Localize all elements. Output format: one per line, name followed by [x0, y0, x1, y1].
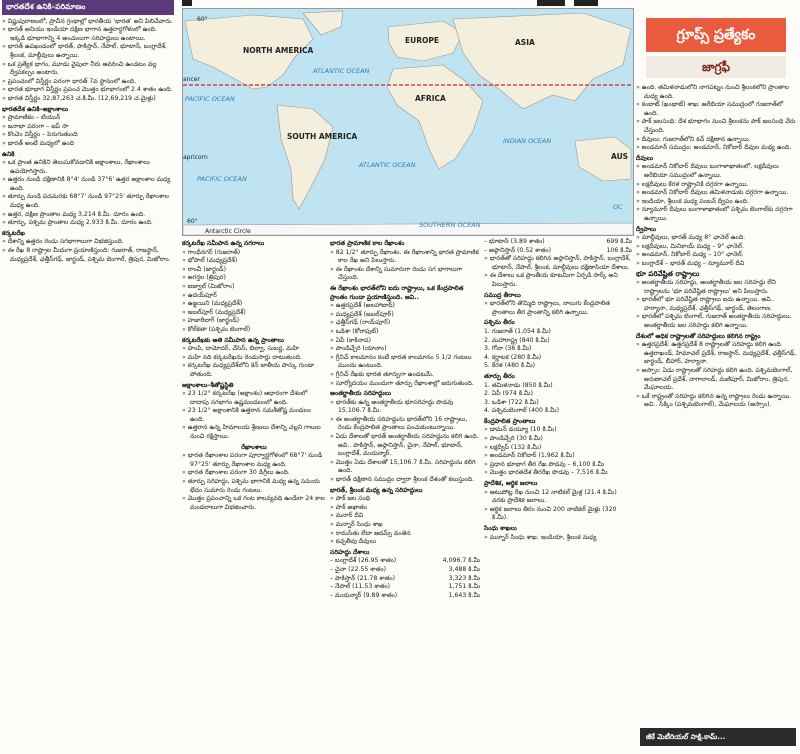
subheading: ఈ రేఖాంశం భారత్‌లోని ఐదు రాష్ట్రాలు, ఒక కేంద్రపాలిత ప్రాంతం గుండా ప్రయాణిస్తుంది. అవి..	[330, 284, 464, 301]
border-table	[330, 557, 480, 600]
list-item: » ఉత్తరప్రదేశ్ (అలహాబాద్)	[330, 302, 480, 311]
list-item: » ఏపీ (కాకినాడ)	[330, 337, 480, 346]
list-item: » ఉత్తరాన ఉన్న హిమాలయ శ్రేణులు దేశాన్ని చల్లని గాలుల నుంచి రక్షిస్తాయి.	[182, 424, 326, 441]
list-item: 3. ఒడిశా (722 కి.మీ)	[484, 398, 539, 406]
list-item: 2. ఏపీ (974 కి.మీ)	[484, 390, 533, 398]
list-item: » భారత్ అనియు ఇండియా దక్షిణ భాగాన ఉత్తరార్ధగోళంలో ఉంది. ఇక్కడి భూభాగాన్ని 4 అంచులుగా సరిహద్దులు ఉంటాయి.	[2, 26, 174, 43]
list-item: » మొత్తం ఏడు దేశాలతో 15,106.7 కి.మీ. సరిహద్దును కలిగి ఉంది.	[330, 459, 480, 476]
list-item: » అండమాన్, నికోబార్ మధ్య – 10° ఛానెల్.	[636, 251, 798, 260]
subheading: సింధు శాఖలు	[484, 525, 517, 532]
list-item: » డామన్ డయ్యూ (10 కి.మీ)	[484, 426, 632, 435]
list-item: » లక్షదీవులు కేరళ రాష్ట్రానికి దగ్గరగా ఉన్నాయి.	[636, 181, 798, 190]
table-row	[330, 583, 480, 592]
section-header: భారతదేశ ఉనికి–పరిమాణం	[2, 0, 174, 15]
length-cell: 1,751 కి.మీ	[448, 583, 480, 591]
list-item: » తూర్పు సరిహద్దు, పశ్చిమ భాగానికి మధ్య ఉన్న సమయ భేదం సుమారు రెండు గంటలు.	[182, 478, 326, 495]
list-item: 1. తమిళనాడు (850 కి.మీ)	[484, 381, 553, 389]
map-label: ATLANTIC OCEAN	[359, 161, 416, 169]
list-item: » భారత విస్తీర్ణం 32,87,263 చ.కి.మీ. (12,69,219 చ.మైళ్లు)	[2, 95, 174, 104]
list-item: » అంతర్జాతీయ సరిహద్దు, అంతర్జాతీయ జల సరిహద్దు లేని రాష్ట్రాలను 'భూ పరివేష్టిత రాష్ట్రాలు' అని పిలుస్తారు.	[636, 279, 798, 296]
intro-list	[2, 18, 174, 104]
map-label: ancer	[183, 76, 200, 83]
list-item: » ఉజ్జయిని (మధ్యప్రదేశ్)	[182, 300, 326, 309]
list-item: » ఈ అంతర్జాతీయ సరిహద్దును భారత్‌లోని 16 రాష్ట్రాలు, రెండు కేంద్రపాలిత ప్రాంతాలు పంచుకుంటున్నాయి.	[330, 416, 480, 433]
list-item: » రామసేతు లేదా ఆదమ్స్ వంతెన	[330, 530, 480, 539]
list-item: » మొత్తం ప్రపంచాన్ని ఒక గంట కాలవ్యవధి ఉండేలా 24 కాల మండలాలుగా విభజించారు.	[182, 495, 326, 512]
map-label: OC	[613, 203, 623, 211]
list-item: » తూర్పు, పశ్చిమ ప్రాంతాల మధ్య 2,933 కి.మీ. దూరం ఉంది.	[2, 219, 174, 228]
subheading: అంతర్జాతీయ సరిహద్దులు	[330, 390, 392, 398]
list-item: » హంపి, దామోదర్, వేసెస్, బిల్వా, సుబర్ణ, మహి	[182, 345, 326, 354]
subheading: దేశంలో అధిక రాష్ట్రాలతో సరిహద్దులు కలిగిన రాష్ట్రం	[636, 332, 761, 340]
map-label: Antarctic Circle	[205, 228, 251, 235]
table-row	[330, 575, 480, 584]
list-item: » పాండిచ్చేరి (30 కి.మీ)	[484, 435, 632, 444]
list-item: » ప్రామాణికం – టియున్‌	[2, 114, 174, 123]
world-map-graphic	[183, 9, 633, 235]
subject-label: జాగ్రఫీ	[646, 56, 786, 78]
subheading: సరిహద్దు దేశాలు	[330, 548, 370, 556]
list-item: » అస్సాం: ఏడు రాష్ట్రాలతో సరిహద్దు కలిగి ఉంది. పశ్చిమబెంగాల్, అరుణాచల్ ప్రదేశ్, నాగాలాండ్, మణిపూర్, మిజోరాం, త్రిపుర, మేఘాలయ.	[636, 367, 798, 393]
list-item: » ఛత్తీస్‌గఢ్ (రాయ్‌పూర్)	[330, 319, 480, 328]
subheading: భూ పరివేష్టిత రాష్ట్రాలు	[636, 270, 700, 279]
subheading: కర్కటరేఖకు అతి సమీపాన ఉన్న ప్రాంతాలు	[182, 336, 284, 344]
subheading: ద్వీపాలు	[636, 225, 657, 233]
list-item: » మనార్ దీవి	[330, 512, 480, 521]
subheading: రేఖాంశాలు	[241, 443, 267, 451]
subheading: దీవులు	[636, 154, 654, 162]
list-item: » ఆర్థిక జలాలు తీరం నుంచి 200 నాటికల్ మైళ్లు (320 కి.మీ).	[484, 506, 632, 523]
list-item: » బంగ్లాదేశ్ – భారత్ మధ్య – న్యూమూర్ దీవి	[636, 260, 798, 269]
list-item: » ఈ రేఖాంశం దేశాన్ని సుమారుగా రెండు సగ భాగాలుగా చేస్తుంది.	[330, 266, 480, 283]
table-row	[330, 557, 480, 566]
list-item: » ఈ దేశాలు ఒక ప్రాంతీయ కూటమిగా ఏర్పడి సార్క్ అని పిలుస్తారు.	[484, 272, 632, 289]
list-item: » ఐజ్వాల్ (మిజోరాం)	[182, 283, 326, 292]
subheading: కర్కటరేఖ సమీపాన ఉన్న నగరాలు	[182, 240, 265, 247]
list-item: 2. మహారాష్ట్ర (840 కి.మీ)	[484, 336, 550, 344]
list-item: » అగర్తల (త్రిపుర)	[182, 274, 326, 283]
country-cell: – భూటాన్ (3.89 శాతం)	[484, 238, 545, 245]
list-item: » మాల్దీవులు, భారత్ మధ్య 8° ఛానెల్ ఉంది.	[636, 234, 798, 243]
list-item: » జబల్‌పూర్ (మధ్యప్రదేశ్)	[182, 309, 326, 318]
list-item: » లక్షద్వీప్ (132 కి.మీ)	[484, 444, 632, 453]
map-label: NORTH AMERICA	[243, 46, 314, 55]
length-cell: 1,643 కి.మీ	[448, 591, 480, 599]
map-label: PACIFIC OCEAN	[197, 175, 247, 183]
headline-fragment	[182, 0, 622, 6]
list-item: » ఉత్తరం నుండి దక్షిణానికి 8°4' నుండి 37°6' ఉత్తర అక్షాంశాల మధ్య ఉంది.	[2, 176, 174, 193]
map-label: AFRICA	[415, 94, 446, 103]
country-cell: – మయన్మార్ (9.89 శాతం)	[330, 591, 398, 599]
map-label: ATLANTIC OCEAN	[313, 67, 370, 75]
column-cancer-cities	[182, 238, 326, 754]
list-item: » ఒడిశా (కోరాపుట్)	[330, 328, 480, 337]
map-label: SOUTH AMERICA	[287, 132, 358, 141]
list-item: » భారత్‌కు ఉన్న అంతర్జాతీయ భూసరిహద్దు పొడవు 15,106.7 కి.మీ.	[330, 399, 480, 416]
list-item: » ఉంది. తమిళనాడులోని నాగపట్నం నుంచి శ్రీలంకలోని ప్రాంతాల మధ్య ఉంది.	[636, 84, 798, 101]
list-item: » 82 1/2° తూర్పు రేఖాంశం. ఈ రేఖాంశాన్ని భారత ప్రామాణిక కాల రేఖ అని పిలుస్తారు.	[330, 249, 480, 266]
length-cell: 699 కి.మీ	[606, 238, 632, 245]
list-item: 3. గోవా (36 కి.మీ)	[484, 345, 532, 353]
column-intro	[2, 0, 174, 754]
latitude-label: 60°	[187, 218, 198, 225]
list-item: » భారత్ ఉపఖండంలో భారత్, పాకిస్తాన్, నేపాల్, భూటాన్, బంగ్లాదేశ్, శ్రీలంక, మాల్దీవులు ఉన్నాయి.	[2, 43, 174, 60]
list-item: » దేశాన్ని ఉత్తరం రెండు సగభాగాలుగా విభజిస్తుంది.	[2, 238, 174, 247]
list-item: » ఆటుపోట్ల రేఖ నుంచి 12 నాటికల్ మైళ్ల (21.4 కి.మీ) వరకు ప్రాదేశిక జలాలు.	[484, 489, 632, 506]
country-cell: – నేపాల్ (11.53 శాతం)	[330, 583, 391, 591]
list-item: » దీవులు: గుజరాత్‌లోని కచ్ దక్షిణాన ఉన్నాయి.	[636, 136, 798, 145]
length-cell: 4,096.7 కి.మీ	[442, 557, 480, 565]
list-item: » అండమాన్ నికోబార్ దీవులు బంగాళాఖాతంలో, లక్షదీవులు అరేబియా సముద్రంలో ఉన్నాయి.	[636, 163, 798, 180]
list-item: » మన్నార్ సింధు శాఖ: ఇండియా, శ్రీలంక మధ్య	[484, 534, 632, 543]
list-item: » గాంధీనగర్ (గుజరాత్)	[182, 249, 326, 258]
list-item: » ఒకే రాష్ట్రంతో సరిహద్దు కలిగిన ఉన్న రాష్ట్రాలు రెండు ఉన్నాయి. అవి.. సిక్కిం (పశ్చిమబెంగాల్), మేఘాలయ (అస్సాం).	[636, 393, 798, 410]
subheading: ప్రాదేశిక, ఆర్థిక జలాలు	[484, 480, 538, 488]
latitude-label: 60°	[197, 16, 208, 23]
list-item: » ఈ రేఖ 8 రాష్ట్రాల మీదుగా ప్రయాణిస్తుంది: గుజరాత్, రాజస్థాన్, మధ్యప్రదేశ్, ఛత్తీస్‌గఢ్, జార్ఖండ్, పశ్చిమ బెంగాల్, త్రిపుర, మిజోరాం.	[2, 247, 174, 264]
list-item: » ఇండియా, శ్రీలంక మధ్య పంబన్ ద్వీపం ఉంది.	[636, 198, 798, 207]
list-item: » గ్రీనిచ్ కాలమానం కంటే భారత కాలమానం 5 1/2 గంటలు ముందు ఉంటుంది.	[330, 354, 480, 371]
list-item: » భారత్‌లో పశ్చిమ బెంగాల్, గుజరాత్ అంతర్జాతీయ సరిహద్దులు, అంతర్జాతీయ జల సరిహద్దు కలిగి ఉన్నాయి.	[636, 313, 798, 330]
table-row	[484, 247, 632, 256]
table-row	[330, 566, 480, 575]
list-item: 5. కేరళ (480 కి.మీ)	[484, 362, 536, 370]
map-label: AUS	[611, 152, 629, 161]
list-item: » మహి నది కర్కటరేఖను రెండుసార్లు దాటుతుంది.	[182, 354, 326, 363]
list-item: 4. కర్ణాటక (280 కి.మీ)	[484, 353, 542, 361]
list-item: » కోల్‌కతా (పశ్చిమ బెంగాల్)	[182, 326, 326, 335]
length-cell: 3,488 కి.మీ	[448, 565, 480, 573]
length-cell: 3,323 కి.మీ	[448, 574, 480, 582]
list-item: » ఒక ప్రత్యేక భాగం, మూడు వైపులా నీరు ఆవరించి ఉండటం వల్ల ద్వీపకల్పం అంటారు.	[2, 61, 174, 78]
subheading: కేంద్రపాలిత ప్రాంతాలు	[484, 417, 536, 425]
column-standard-time	[330, 238, 480, 754]
subheading: ఉనికి	[2, 150, 15, 158]
subheading: భారత ప్రామాణిక కాల రేఖాంశం	[330, 240, 405, 247]
list-item: » 23 1/2° కర్కటరేఖ (అక్షాంశం) ఆధారంగా దేశంలో దాదాపు సగభాగం ఉష్ణమండలంలో ఉంది.	[182, 390, 326, 407]
subheading: తూర్పు తీరం	[484, 372, 515, 380]
column-coastline	[484, 238, 632, 754]
footer-credit: జీకే మెటీరియల్ సాక్షి.కామ్...	[640, 728, 796, 746]
list-item: » కర్కటరేఖ మధ్యప్రదేశ్‌లోని కెన్ జాతీయ పార్కు గుండా పోతుంది.	[182, 362, 326, 379]
list-item: » ఏడు దేశాలతో భారత్ అంతర్జాతీయ సరిహద్దును కలిగి ఉంది. అవి.. పాకిస్తాన్, అఫ్గానిస్తాన్, చైనా, నేపాల్, భూటాన్, బంగ్లాదేశ్, మయన్మార్.	[330, 433, 480, 459]
map-label: PACIFIC OCEAN	[185, 95, 235, 103]
list-item: 1. గుజరాత్ (1,054 కి.మీ)	[484, 327, 551, 335]
subheading: కర్కటరేఖ	[2, 229, 25, 237]
map-label: ASIA	[515, 38, 535, 47]
groups-special-banner: గ్రూప్స్ ప్రత్యేకం	[646, 18, 786, 52]
subheading: అక్షాంశాలు–శీతోష్ణస్థితి	[182, 381, 234, 389]
list-item: » భోపాల్ (మధ్యప్రదేశ్)	[182, 257, 326, 266]
table-row	[484, 238, 632, 247]
column-islands	[636, 84, 798, 724]
list-item: » ప్రపంచంలో విస్తీర్ణం పరంగా భారత్ 7వ స్థానంలో ఉంది.	[2, 78, 174, 87]
list-item: » భారత రేఖాంశాల పరంగా పూర్వార్ధగోళంలో 68°7' నుండి 97°25' తూర్పు రేఖాంశాల మధ్య ఉంది.	[182, 452, 326, 469]
list-item: » భారత భూభాగ విస్తీర్ణం ప్రపంచ మొత్తం భూభాగంలో 2.4 శాతం ఉంది.	[2, 86, 174, 95]
list-item: » కంబాట్ (ఖంభాట్) శాఖ: అరేబియా సముద్రంలో గుజరాత్‌లో ఉంది.	[636, 101, 798, 118]
map-label: INDIAN OCEAN	[503, 137, 552, 145]
list-item: » గ్రీనిచ్ రేఖకు భారత తూర్పుగా ఉండటమే.	[330, 371, 480, 380]
list-item: » న్యూమూర్ దీవులు బంగాళాఖాతంలో పశ్చిమ బెంగాల్‌కు దగ్గరగా ఉన్నాయి.	[636, 206, 798, 223]
list-item: » పాక్ జలసంధి: దేశ భూభాగం నుంచి శ్రీలంకను పాక్ జలసంధి వేరు చేస్తుంది.	[636, 118, 798, 135]
list-item: » భారత రేఖాంశాల పరంగా 30 డిగ్రీలు ఉంది.	[182, 469, 326, 478]
list-item: » ఉత్తరప్రదేశ్: ఉత్తరప్రదేశ్ 8 రాష్ట్రాలతో సరిహద్దు కలిగి ఉంది. ఉత్తరాఖండ్, హిమాచల్ ప్రదేశ్, రాజస్థాన్, మధ్యప్రదేశ్, ఛత్తీస్‌గఢ్, జార్ఖండ్, బీహార్, హర్యానా.	[636, 341, 798, 367]
subheading: సముద్ర తీరాలు	[484, 291, 521, 299]
list-item: » కొంచెం విస్తీర్ణం – పెరుగుతుంది	[2, 131, 174, 140]
map-label: apricorn	[183, 154, 208, 161]
country-cell: – చైనా (22.55 శాతం)	[330, 565, 387, 573]
list-item: » విష్ణుపురాణంలో, ప్రాచీన గ్రంథాల్లో భారతీయ 'భారత' అని పిలిచేవారు.	[2, 18, 174, 27]
country-cell: – అఫ్గానిస్తాన్ (0.52 శాతం)	[484, 246, 551, 254]
map-label: EUROPE	[405, 36, 439, 45]
list-item: » కచ్చతీవు దీవులు	[330, 538, 480, 547]
list-item: » భారత్‌లోని తొమ్మిది రాష్ట్రాలు, నాలుగు కేంద్రపాలిత ప్రాంతాలు తీర ప్రాంతాన్ని కలిగి ఉన్నాయి.	[484, 300, 632, 317]
list-item: » 23 1/2° అక్షాంశానికి ఉత్తరాన సమశీతోష్ణ మండలం ఉంది.	[182, 407, 326, 424]
country-cell: – బంగ్లాదేశ్ (26.95 శాతం)	[330, 557, 397, 565]
list-item: » అండమాన్ నికోబార్ దీవులు తమిళనాడుకు దగ్గరగా ఉన్నాయి.	[636, 189, 798, 198]
list-item: » రాంచీ (జార్ఖండ్)	[182, 266, 326, 275]
list-item: » పాక్ అఖాతం	[330, 504, 480, 513]
list-item: » ఉదయ్‌పూర్	[182, 292, 326, 301]
list-item: » భారత్‌లో భూ పరివేష్టిత రాష్ట్రాలు ఐదు ఉన్నాయి. అవి.. హర్యానా, మధ్యప్రదేశ్, ఛత్తీస్‌గఢ్, జార్ఖండ్, తెలంగాణ.	[636, 296, 798, 313]
map-label: SOUTHERN OCEAN	[419, 221, 481, 229]
list-item: » ఉత్తర, దక్షిణ ప్రాంతాల మధ్య 3,214 కి.మీ. దూరం ఉంది.	[2, 211, 174, 220]
border-table-continued	[484, 238, 632, 255]
subheading: పశ్చిమ తీరం	[484, 319, 515, 327]
list-item: » మన్నార్ సింధు శాఖ	[330, 521, 480, 530]
world-map	[182, 8, 634, 236]
list-item: » తూర్పు నుండి పడమరకు 68°7' నుండి 97°25' తూర్పు రేఖాంశాల మధ్య ఉంది.	[2, 193, 174, 210]
table-row	[330, 592, 480, 601]
list-item: 4. పశ్చిమబెంగాల్ (400 కి.మీ)	[484, 407, 560, 415]
list-item: » భారత్ అంటే మధ్యలో ఉంది	[2, 140, 174, 149]
list-item: » భారత్‌తో సరిహద్దు కలిగిన అఫ్గానిస్తాన్, పాకిస్తాన్, బంగ్లాదేశ్, భూటాన్, నేపాల్, శ్రీలంక, మాల్దీవులు దక్షిణాసియా దేశాలు.	[484, 255, 632, 272]
list-item: » భారత్ దక్షిణాన సముద్రం ద్వారా శ్రీలంక దేశంతో కలుస్తుంది.	[330, 476, 480, 485]
length-cell: 106 కి.మీ	[606, 246, 632, 254]
list-item: » పాక్ జల సంధి	[330, 495, 480, 504]
country-cell: – పాకిస్తాన్ (21.78 శాతం)	[330, 574, 396, 582]
list-item: » మధ్యప్రదేశ్ (జబల్‌పూర్)	[330, 311, 480, 320]
list-item: » పాండిచ్చేరి (యానాం)	[330, 345, 480, 354]
list-item: » అండమాన్ నికోబార్ (1,962 కి.మీ)	[484, 452, 632, 461]
list-item: » ఒక ప్రాంత ఉనికిని తెలుసుకోవడానికి అక్షాంశాలు, రేఖాంశాలు ఉపయోగిస్తారు.	[2, 159, 174, 176]
list-item: » హజారీబాగ్ (జార్ఖండ్)	[182, 317, 326, 326]
list-item: » లక్షదీవులు, మినికాయ్ మధ్య – 9° ఛానెల్.	[636, 243, 798, 252]
list-item: » ప్రధాన భూభాగ తీర రేఖ పొడవు – 6,100 కి.మీ	[484, 461, 632, 470]
list-item: » మొత్తం భారతదేశ తీరరేఖ పొడవు – 7,516 కి.మీ	[484, 469, 632, 478]
list-item: » అండమాన్ సముద్రం: అండమాన్, నికోబార్ దీవుల మధ్య ఉంది.	[636, 144, 798, 153]
subheading: భారతదేశ ఉనికి–అక్షాంశాలు	[2, 105, 69, 113]
list-item: » సూర్యోదయం ముందుగా తూర్పు రేఖాంశాల్లో జరుగుతుంది.	[330, 380, 480, 389]
list-item: » జనాభా పరంగా – జప్ సా	[2, 123, 174, 132]
subheading: భారత్, శ్రీలంక మధ్య ఉన్న సరిహద్దులు	[330, 486, 423, 494]
